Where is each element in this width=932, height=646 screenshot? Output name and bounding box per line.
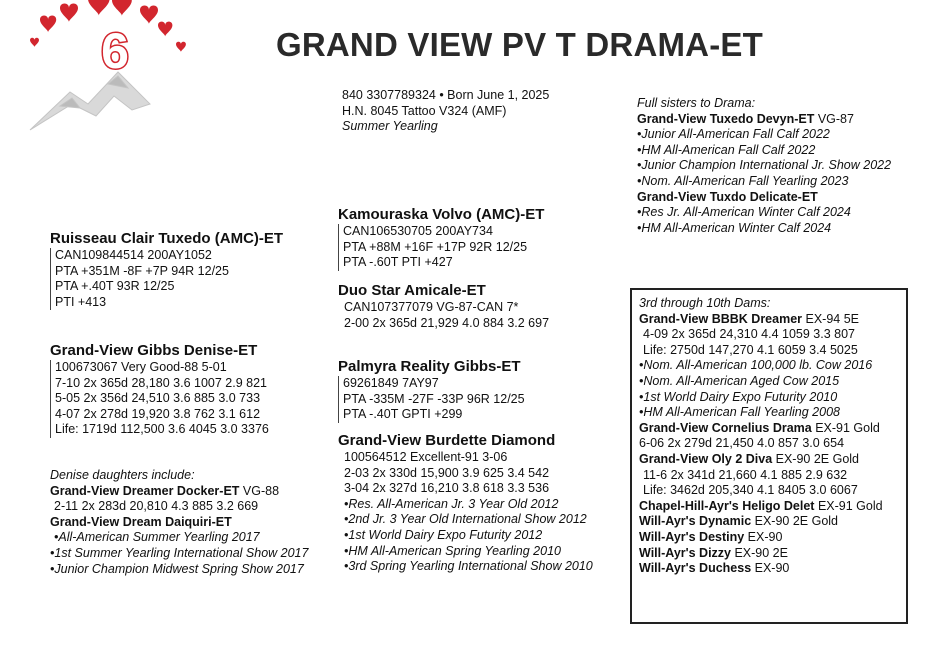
sister-honor: •Junior All-American Fall Calf 2022 — [637, 127, 830, 142]
dam-line: 4-07 2x 278d 19,920 3.8 762 3.1 612 — [55, 406, 261, 421]
sister-name: Grand-View Tuxedo Devyn-ET — [637, 111, 815, 126]
sister-honor: •HM All-American Winter Calf 2024 — [637, 220, 832, 235]
dam-line: Life: 1719d 112,500 3.6 4045 3.0 3376 — [55, 422, 269, 437]
daughters-heading: Denise daughters include: — [50, 468, 195, 482]
dam-name: Grand-View Gibbs Denise-ET — [50, 342, 258, 359]
sister-name: Grand-View Tuxdo Delicate-ET — [637, 189, 818, 204]
daughter-score: VG-88 — [239, 483, 280, 498]
dam-dam-section — [338, 432, 593, 575]
sister-honor: •HM All-American Fall Calf 2022 — [637, 142, 816, 157]
daughter-honor: •Junior Champion Midwest Spring Show 2017 — [50, 561, 304, 576]
dam-entry-name: Grand-View BBBK Dreamer — [639, 311, 803, 326]
dam-dam-honor: •Res. All-American Jr. 3 Year Old 2012 — [344, 496, 559, 511]
sire-name: Ruisseau Clair Tuxedo (AMC)-ET — [50, 230, 284, 247]
sire-sire-name: Kamouraska Volvo (AMC)-ET — [338, 206, 545, 223]
daughter-name: Grand-View Dream Daiquiri-ET — [50, 514, 232, 529]
daughter-honor: •All-American Summer Yearling 2017 — [54, 530, 260, 545]
dam-entry-name: Grand-View Cornelius Drama — [639, 420, 812, 435]
dam-entry-honor: •HM All-American Fall Yearling 2008 — [639, 405, 840, 420]
sire-dam-name: Duo Star Amicale-ET — [338, 282, 486, 299]
dam-sire-line: PTA -335M -27F -33P 96R 12/25 — [343, 391, 525, 406]
sister-score: VG-87 — [814, 111, 854, 126]
dam-dam-line: 100564512 Excellent-91 3-06 — [344, 450, 508, 464]
dams-box-heading: 3rd through 10th Dams: — [639, 296, 771, 310]
dam-line: 100673067 Very Good-88 5-01 — [55, 360, 227, 374]
dam-dam-honor: •3rd Spring Yearling International Show 2010 — [344, 559, 593, 574]
dam-dam-name: Grand-View Burdette Diamond — [338, 432, 556, 449]
dam-entry-score: EX-91 Gold — [814, 498, 883, 513]
animal-hn-line: H.N. 8045 Tattoo V324 (AMF) — [342, 103, 507, 118]
dam-sire-line: 69261849 7AY97 — [343, 376, 439, 390]
sire-dam-line: CAN107377079 VG-87-CAN 7* — [344, 300, 519, 314]
full-sisters-section — [637, 96, 891, 236]
sire-sire-line: PTA +88M +16F +17P 92R 12/25 — [343, 239, 528, 254]
dam-sire-name: Palmyra Reality Gibbs-ET — [338, 358, 521, 375]
dam-line: 5-05 2x 356d 24,510 3.6 885 3.0 733 — [55, 391, 261, 406]
sister-honor: •Res Jr. All-American Winter Calf 2024 — [637, 205, 851, 220]
denise-daughters-section — [50, 468, 308, 577]
sire-line: CAN109844514 200AY1052 — [55, 248, 212, 262]
animal-id-line: 840 3307789324 • Born June 1, 2025 — [342, 88, 550, 102]
sire-section — [50, 230, 283, 310]
dam-entry-record: 6-06 2x 279d 21,450 4.0 857 3.0 654 — [639, 436, 845, 451]
dam-dam-line: 2-03 2x 330d 15,900 3.9 625 3.4 542 — [344, 465, 550, 480]
dam-entry-name: Will-Ayr's Duchess — [639, 561, 752, 576]
dam-dam-honor: •2nd Jr. 3 Year Old International Show 2012 — [344, 512, 587, 527]
dam-line: 7-10 2x 365d 28,180 3.6 1007 2.9 821 — [55, 375, 267, 390]
dam-entry-name: Will-Ayr's Dynamic — [639, 514, 752, 529]
sire-sire-line: PTA -.60T PTI +427 — [343, 255, 453, 270]
dam-entry-score: EX-90 2E — [731, 545, 788, 560]
daughter-honor: •1st Summer Yearling International Show 2017 — [50, 545, 309, 560]
sire-line: PTA +351M -8F +7P 94R 12/25 — [55, 263, 229, 278]
mountain-icon — [30, 72, 150, 130]
sire-sire-line: CAN106530705 200AY734 — [343, 224, 493, 238]
dam-dam-honor: •HM All-American Spring Yearling 2010 — [344, 543, 561, 558]
dam-entry-score: EX-94 5E — [802, 311, 859, 326]
dam-sire-section — [338, 358, 525, 423]
dam-entry-honor: •Nom. All-American 100,000 lb. Cow 2016 — [639, 358, 873, 373]
animal-info — [342, 88, 549, 135]
dam-entry-score: EX-91 Gold — [811, 420, 880, 435]
dam-entry-name: Grand-View Oly 2 Diva — [639, 451, 773, 466]
dam-entry-record: 11-6 2x 341d 21,660 4.1 885 2.9 632 — [643, 467, 848, 482]
dam-entry-name: Will-Ayr's Dizzy — [639, 545, 731, 560]
dam-entry-record: Life: 2750d 147,270 4.1 6059 3.4 5025 — [643, 342, 858, 357]
dams-box — [630, 288, 908, 624]
sire-line: PTI +413 — [55, 294, 107, 309]
sire-dam-section — [338, 282, 549, 331]
sister-honor: •Junior Champion International Jr. Show 2022 — [637, 158, 892, 173]
sire-line: PTA +.40T 93R 12/25 — [55, 279, 175, 294]
dam-entry-honor: •Nom. All-American Aged Cow 2015 — [639, 373, 840, 388]
dam-entry-name: Will-Ayr's Destiny — [639, 529, 745, 544]
dam-entry-record: 4-09 2x 365d 24,310 4.4 1059 3.3 807 — [643, 327, 855, 342]
sister-honor: •Nom. All-American Fall Yearling 2023 — [637, 173, 849, 188]
dam-entry-score: EX-90 — [751, 561, 790, 576]
full-sisters-heading: Full sisters to Drama: — [637, 96, 756, 110]
dam-dam-line: 3-04 2x 327d 16,210 3.8 618 3.3 536 — [344, 481, 550, 496]
daughter-name: Grand-View Dreamer Docker-ET — [50, 483, 240, 498]
dam-entry-record: Life: 3462d 205,340 4.1 8405 3.0 6067 — [643, 483, 858, 498]
dam-entry-score: EX-90 — [744, 529, 783, 544]
dam-sire-line: PTA -.40T GPTI +299 — [343, 407, 463, 422]
dam-entry-honor: •1st World Dairy Expo Futurity 2010 — [639, 389, 838, 404]
page-title: GRAND VIEW PV T DRAMA-ET — [276, 26, 763, 63]
sire-dam-line: 2-00 2x 365d 21,929 4.0 884 3.2 697 — [344, 315, 550, 330]
sire-sire-section — [338, 206, 544, 271]
dam-entry-score: EX-90 2E Gold — [772, 451, 860, 466]
dam-dam-honor: •1st World Dairy Expo Futurity 2012 — [344, 527, 543, 542]
dam-entry-score: EX-90 2E Gold — [751, 514, 839, 529]
daughter-record: 2-11 2x 283d 20,810 4.3 885 3.2 669 — [54, 499, 259, 514]
lot-number: 6 — [101, 23, 129, 79]
dam-section — [50, 342, 269, 438]
animal-class: Summer Yearling — [342, 119, 438, 134]
dam-entry-name: Chapel-Hill-Ayr's Heligo Delet — [639, 498, 815, 513]
